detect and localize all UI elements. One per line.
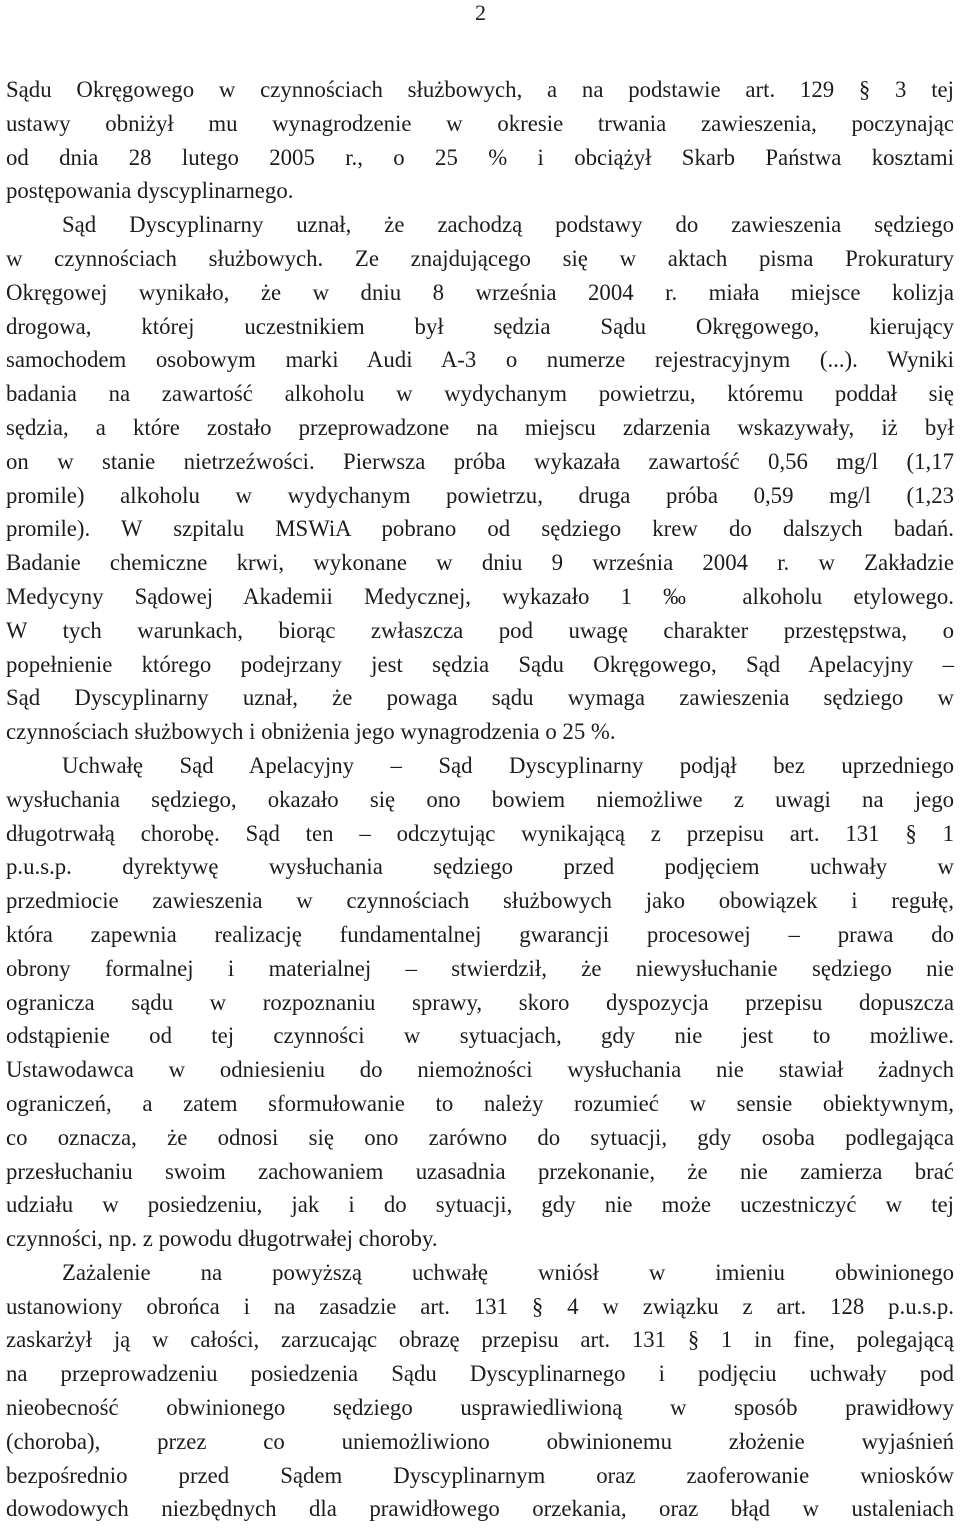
text-line: obrony formalnej i materialnej – stwierdził, że niewysłuchanie sędziego nie (6, 955, 954, 981)
text-line: W tych warunkach, biorąc zwłaszcza pod uwagę charakter przestępstwa, o (6, 617, 954, 643)
paragraph (6, 749, 954, 1256)
text-line: ustawy obniżył mu wynagrodzenie w okresie trwania zawieszenia, poczynając (6, 110, 954, 136)
text-line: przesłuchaniu swoim zachowaniem uzasadnia przekonanie, że nie zamierza brać (6, 1158, 954, 1184)
text-line: czynnościach służbowych i obniżenia jego wynagrodzenia o 25 %. (6, 719, 616, 745)
text-line: Ustawodawca w odniesieniu do niemożności wysłuchania nie stawiał żadnych (6, 1057, 954, 1083)
text-line: Medycyny Sądowej Akademii Medycznej, wykazało 1 ‰ alkoholu etylowego. (6, 583, 954, 609)
text-line: wysłuchania sędziego, okazało się ono bowiem niemożliwe z uwagi na jego (6, 786, 954, 812)
text-line: (choroba), przez co uniemożliwiono obwinionemu złożenie wyjaśnień (6, 1428, 954, 1454)
text-line: czynności, np. z powodu długotrwałej choroby. (6, 1226, 438, 1252)
text-line: sędzia, a które zostało przeprowadzone na miejscu zdarzenia wskazywały, iż był (6, 414, 954, 440)
text-line: Sąd Dyscyplinarny uznał, że powaga sądu wymaga zawieszenia sędziego w (6, 685, 954, 711)
page-number: 2 (475, 0, 486, 25)
text-line: co oznacza, że odnosi się ono zarówno do sytuacji, gdy osoba podlegająca (6, 1124, 954, 1150)
text-line: ograniczeń, a zatem sformułowanie to należy rozumieć w sensie obiektywnym, (6, 1090, 954, 1116)
document-body (6, 73, 954, 1526)
text-line: Okręgowej wynikało, że w dniu 8 września 2004 r. miała miejsce kolizja (6, 279, 954, 305)
text-line: Badanie chemiczne krwi, wykonane w dniu 9 września 2004 r. w Zakładzie (6, 550, 954, 576)
text-line: dowodowych niezbędnych dla prawidłowego orzekania, oraz błąd w ustaleniach (6, 1496, 954, 1522)
text-line: która zapewnia realizację fundamentalnej gwarancji procesowej – prawa do (6, 921, 954, 947)
text-line: on w stanie nietrzeźwości. Pierwsza próba wykazała zawartość 0,56 mg/l (1,17 (6, 448, 954, 474)
text-line: bezpośrednio przed Sądem Dyscyplinarnym oraz zaoferowanie wniosków (6, 1462, 954, 1488)
text-line: długotrwałą chorobę. Sąd ten – odczytując wynikającą z przepisu art. 131 § 1 (6, 820, 954, 846)
text-line: na przeprowadzeniu posiedzenia Sądu Dyscyplinarnego i podjęciu uchwały pod (6, 1361, 954, 1387)
text-line: Uchwałę Sąd Apelacyjny – Sąd Dyscyplinarny podjął bez uprzedniego (62, 752, 954, 778)
text-line: nieobecność obwinionego sędziego usprawiedliwioną w sposób prawidłowy (6, 1395, 954, 1421)
text-line: ustanowiony obrońca i na zasadzie art. 131 § 4 w związku z art. 128 p.u.s.p. (6, 1293, 954, 1319)
paragraph (6, 73, 954, 208)
text-line: odstąpienie od tej czynności w sytuacjach, gdy nie jest to możliwe. (6, 1023, 954, 1049)
text-line: w czynnościach służbowych. Ze znajdującego się w aktach pisma Prokuratury (6, 245, 954, 271)
text-line: przedmiocie zawieszenia w czynnościach służbowych jako obowiązek i regułę, (6, 888, 954, 914)
text-line: zaskarżył ją w całości, zarzucając obrazę przepisu art. 131 § 1 in fine, polegającą (6, 1327, 954, 1353)
text-line: promile). W szpitalu MSWiA pobrano od sędziego krew do dalszych badań. (6, 516, 954, 542)
text-line: Sąd Dyscyplinarny uznał, że zachodzą podstawy do zawieszenia sędziego (62, 212, 954, 238)
text-line: samochodem osobowym marki Audi A-3 o numerze rejestracyjnym (...). Wyniki (6, 347, 954, 373)
text-line: ogranicza sądu w rozpoznaniu sprawy, skoro dyspozycja przepisu dopuszcza (6, 989, 954, 1015)
text-line: postępowania dyscyplinarnego. (6, 178, 294, 204)
paragraph (6, 208, 954, 749)
paragraph (6, 1256, 954, 1526)
text-line: od dnia 28 lutego 2005 r., o 25 % i obciążył Skarb Państwa kosztami (6, 144, 954, 170)
text-line: udziału w posiedzeniu, jak i do sytuacji, gdy nie może uczestniczyć w tej (6, 1192, 954, 1218)
text-line: popełnienie którego podejrzany jest sędzia Sądu Okręgowego, Sąd Apelacyjny – (6, 651, 954, 677)
text-line: Zażalenie na powyższą uchwałę wniósł w imieniu obwinionego (62, 1259, 954, 1285)
text-line: Sądu Okręgowego w czynnościach służbowych, a na podstawie art. 129 § 3 tej (6, 77, 954, 102)
text-line: drogowa, której uczestnikiem był sędzia Sądu Okręgowego, kierujący (6, 313, 954, 339)
text-line: badania na zawartość alkoholu w wydychanym powietrzu, któremu poddał się (6, 381, 954, 407)
text-line: promile) alkoholu w wydychanym powietrzu, druga próba 0,59 mg/l (1,23 (6, 482, 954, 508)
text-line: p.u.s.p. dyrektywę wysłuchania sędziego przed podjęciem uchwały w (6, 854, 954, 880)
